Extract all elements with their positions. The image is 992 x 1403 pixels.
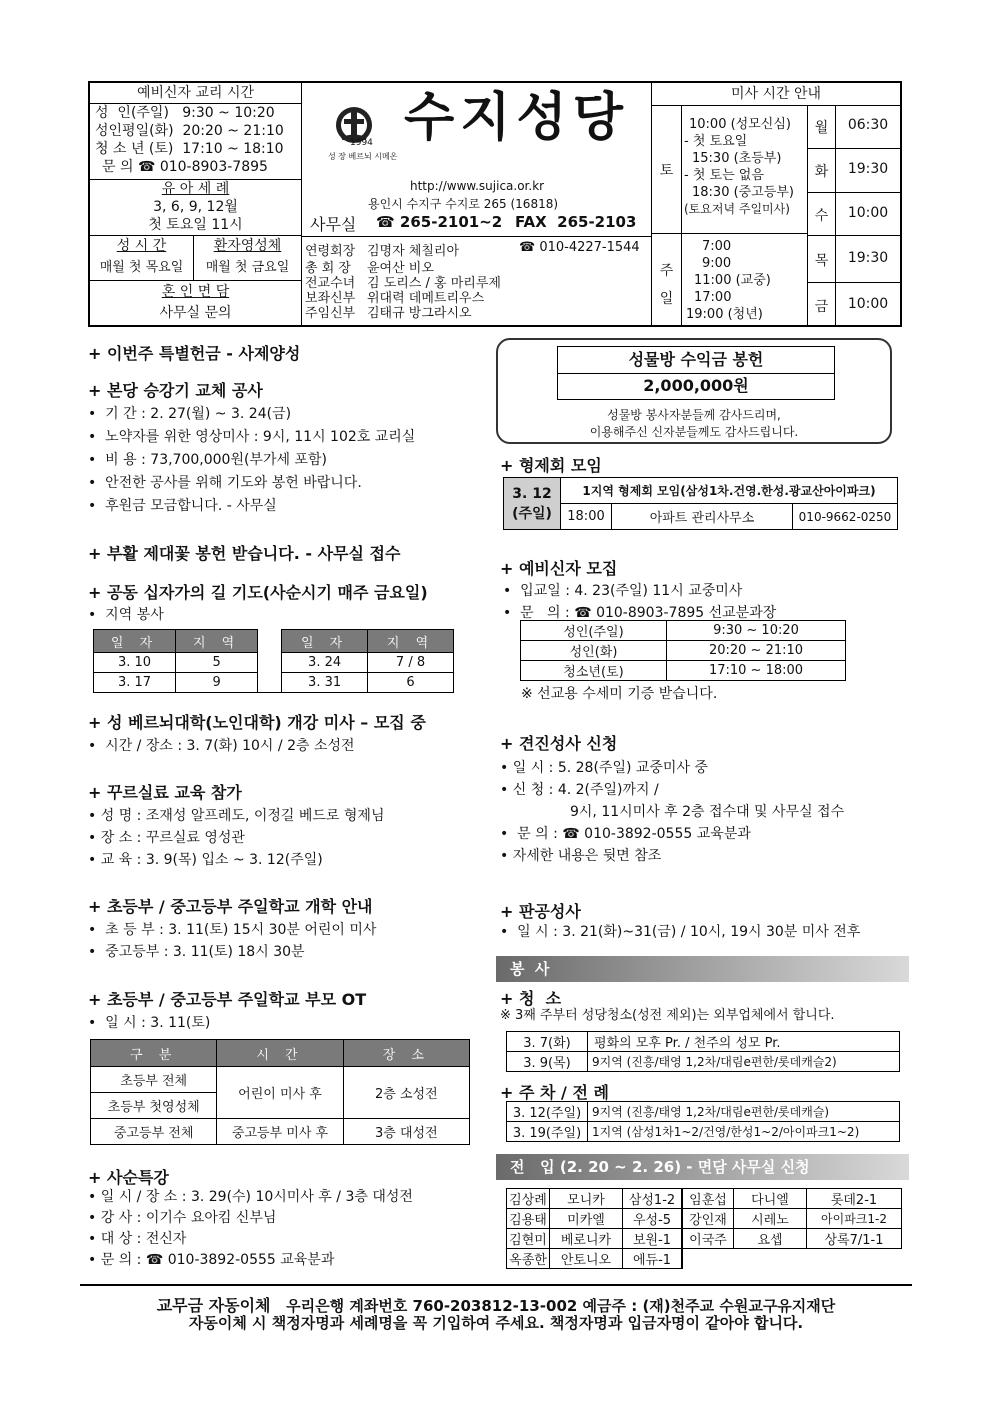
table-cell: 5: [176, 653, 258, 673]
mass-col-line: [681, 106, 682, 325]
weekday-time: 19:30: [847, 161, 889, 177]
table-cell: 요셉: [734, 1229, 807, 1249]
table-cell-empty: [807, 1249, 902, 1269]
lent-lecture-title: + 사순특강: [88, 1168, 169, 1187]
list-item: • 문 의 : ☎ 010-3892-0555 교육분과: [500, 826, 751, 842]
saturday-label: 토: [659, 163, 674, 179]
address: 용인시 수지구 수지로 265 (16818): [368, 197, 559, 211]
header-divider: [302, 236, 651, 237]
table-cell: 어린이 미사 후: [217, 1067, 343, 1119]
table-cell: 성인(주일): [521, 621, 667, 641]
cleaning-title: + 청 소: [500, 989, 562, 1008]
table-row: [504, 504, 898, 530]
table-cell: 초등부 전체: [91, 1067, 217, 1093]
mass-time: 7:00: [702, 239, 732, 254]
mass-time: 17:00: [694, 290, 732, 305]
staff-name: 김 도리스 / 홍 마리루제: [367, 276, 501, 291]
column-header: 지 역: [176, 630, 258, 653]
parish-title: 수지성당: [404, 88, 629, 148]
website-link[interactable]: http://www.sujica.or.kr: [410, 179, 545, 193]
list-item: • 입교일 : 4. 23(주일) 11시 교중미사: [503, 583, 743, 599]
staff-row: [305, 257, 651, 276]
donation-thanks-1: 성물방 봉사자분들께 감사드리며,: [607, 408, 781, 422]
staff-name: 김명자 체칠리아: [367, 244, 460, 259]
holy-hour-box: [90, 236, 194, 281]
table-row: [91, 1119, 470, 1145]
list-item: • 초 등 부 : 3. 11(토) 15시 30분 어린이 미사: [88, 922, 377, 938]
logo-year: 1994: [350, 138, 373, 148]
list-item-text: 신 청 : 4. 2(주일)까지 /: [512, 782, 659, 798]
list-item-text: 강 사 : 이기수 요아킴 신부님: [100, 1210, 277, 1226]
table-cell: 삼성1-2: [623, 1189, 683, 1209]
column-header: 장 소: [343, 1040, 469, 1067]
weekday-day: 금: [814, 299, 829, 315]
table-cell: 9지역 (진흥/태영 1,2차/대림e편한/롯데캐슬2): [588, 1052, 900, 1072]
list-item-text: 일 시 : 3. 21(화)~31(금) / 10시, 19시 30분 미사 전후: [517, 924, 861, 940]
mass-row-line: [652, 233, 808, 234]
special-offering-title: + 이번주 특별헌금 - 사제양성: [88, 344, 301, 363]
table-cell: 3. 12(주일): [507, 1102, 588, 1122]
table-cell: 20:20 ~ 21:10: [667, 641, 846, 661]
table-row: [94, 673, 454, 693]
list-item-text: 성 명 : 조재성 알프레도, 이정길 베드로 형제님: [100, 808, 385, 824]
table-cell: 9: [176, 673, 258, 693]
table-cell: 7 / 8: [368, 653, 454, 673]
list-item-text: 일 시 / 장 소 : 3. 29(수) 10시미사 후 / 3층 대성전: [100, 1189, 413, 1205]
office-label: 사무실: [310, 215, 357, 234]
senior-college-title: + 성 베르뇌대학(노인대학) 개강 미사 – 모집 중: [88, 713, 426, 732]
catechism-title: 예비신자 교리 시간: [90, 83, 301, 104]
stations-table: [93, 629, 454, 693]
meeting-date-text: 3. 12 (주일): [512, 485, 552, 522]
staff-list: [305, 240, 651, 321]
meeting-group: 1지역 형제회 모임(삼성1차.건영.한성.광교산아이파크): [561, 478, 898, 504]
column-header: 지 역: [368, 630, 454, 653]
list-item: • 기 간 : 2. 27(월) ~ 3. 24(금): [88, 406, 292, 422]
table-cell: 우성-5: [623, 1209, 683, 1229]
catechism-contact: 문 의 ☎ 010-8903-7895: [102, 159, 268, 175]
brothers-meeting-table: [503, 477, 898, 530]
list-item-text: 후원금 모금합니다. - 사무실: [105, 498, 277, 514]
elevator-list: [88, 403, 488, 518]
list-item-text: 대 상 : 전신자: [100, 1231, 187, 1247]
list-item: • 강 사 : 이기수 요아킴 신부님: [88, 1210, 277, 1226]
list-item: • 성 명 : 조재성 알프레도, 이정길 베드로 형제님: [88, 808, 385, 824]
table-cell: 3층 대성전: [343, 1119, 469, 1145]
infant-baptism-time: 첫 토요일 11시: [148, 217, 243, 233]
logo: [332, 95, 406, 159]
staff-row: [305, 302, 651, 321]
parent-ot-title: + 초등부 / 중고등부 주일학교 부모 OT: [88, 990, 367, 1009]
table-row: [507, 1052, 900, 1072]
meeting-place: 아파트 관리사무소: [612, 504, 793, 530]
list-item-text: 일 시 : 3. 11(토): [105, 1015, 211, 1031]
staff-row: [305, 272, 651, 291]
donation-title: 성물방 수익금 봉헌: [557, 346, 835, 374]
list-item: • 안전한 공사를 위해 기도와 봉헌 바랍니다.: [88, 475, 362, 491]
list-item-text: 입교일 : 4. 23(주일) 11시 교중미사: [520, 583, 743, 599]
weekday-time: 10:00: [847, 296, 889, 312]
list-item-text: 9시, 11시미사 후 2층 접수대 및 사무실 접수: [570, 804, 845, 820]
column-header: 구 분: [91, 1040, 217, 1067]
catechism-row: 성인평일(화) 20:20 ~ 21:10: [95, 123, 284, 139]
donation-thanks-2: 이용해주신 신자분들께도 감사드립니다.: [589, 425, 799, 439]
table-cell: 상록7/1-1: [807, 1229, 902, 1249]
table-gap: [258, 630, 282, 653]
staff-role: 전교수녀: [305, 276, 356, 291]
weekday-time: 10:00: [847, 205, 889, 221]
table-row: [507, 1189, 902, 1209]
catechumen-table: [520, 620, 846, 681]
table-cell: 보원-1: [623, 1229, 683, 1249]
holy-hour-value: 매월 첫 목요일: [99, 260, 184, 275]
stations-sub: • 지역 봉사: [88, 607, 164, 623]
holy-hour-title: 성 시 간: [116, 238, 167, 254]
service-section-bar: 봉 사: [496, 956, 909, 982]
senior-college-list: • 시간 / 장소 : 3. 7(화) 10시 / 2층 소성전: [88, 738, 355, 754]
table-cell: 다니엘: [734, 1189, 807, 1209]
list-item-text: 문 의 : ☎ 010-8903-7895 선교분과장: [520, 605, 777, 621]
table-cell: 3. 31: [282, 673, 368, 693]
cursillo-list: [88, 805, 384, 871]
lent-lecture-list: [88, 1187, 413, 1271]
list-item: • 후원금 모금합니다. - 사무실: [88, 498, 277, 514]
table-cell: 시레노: [734, 1209, 807, 1229]
weekday-row: [808, 149, 900, 193]
infant-baptism-box: [90, 180, 302, 236]
list-item: • 교 육 : 3. 9(목) 입소 ~ 3. 12(주일): [88, 852, 323, 868]
mass-time: 10:00 (성모신심): [689, 117, 791, 132]
mass-time: 9:00: [702, 256, 732, 271]
list-item-text: 기 간 : 2. 27(월) ~ 3. 24(금): [105, 406, 292, 422]
footer-rule: [80, 1284, 912, 1286]
catechumen-title: + 예비신자 모집: [500, 559, 618, 578]
table-cell: 6: [368, 673, 454, 693]
list-item: • 대 상 : 전신자: [88, 1231, 187, 1247]
table-row: [91, 1067, 470, 1093]
sick-communion-title: 환자영성체: [213, 238, 282, 254]
table-row: [507, 1249, 902, 1269]
sunday-label: [652, 257, 681, 313]
table-row: [507, 1209, 902, 1229]
table-row: [507, 1102, 900, 1122]
table-row: [507, 1122, 900, 1142]
table-cell: 이국주: [682, 1229, 734, 1249]
staff-row: [305, 287, 651, 306]
table-cell: 안토니오: [550, 1249, 623, 1269]
list-item: • 자세한 내용은 뒷면 참조: [500, 848, 662, 864]
list-item-text: 문 의 : ☎ 010-3892-0555 교육분과: [517, 826, 751, 842]
staff-phone: ☎ 010-4227-1544: [519, 240, 640, 255]
table-row: [521, 661, 846, 681]
cleaning-note: ※ 3째 주부터 성당청소(성전 제외)는 외부업체에서 합니다.: [500, 1008, 835, 1023]
move-in-table: [506, 1188, 902, 1269]
marriage-title: 혼 인 면 담: [161, 284, 230, 300]
catechumen-list: [503, 580, 776, 624]
weekday-day: 월: [814, 120, 829, 136]
table-cell: 중고등부 미사 후: [217, 1119, 343, 1145]
mass-time: 11:00 (교중): [694, 273, 771, 288]
staff-role: 주임신부: [305, 306, 356, 321]
logo-caption: 성 장 베르뇌 시메온: [328, 152, 398, 161]
footer-account: 우리은행 계좌번호 760-203812-13-002 예금주 : (재)천주교 수원교구유지재단: [286, 1297, 836, 1315]
sunday-label-text: 주 일: [659, 263, 674, 307]
table-cell: 평화의 모후 Pr. / 천주의 성모 Pr.: [588, 1032, 900, 1052]
list-item-text: 지역 봉사: [105, 607, 164, 623]
mass-time: 18:30 (중고등부): [692, 185, 794, 200]
staff-name: 김태규 방그라시오: [367, 306, 472, 321]
cleaning-table: [506, 1031, 900, 1072]
list-item: • 중고등부 : 3. 11(토) 18시 30분: [88, 944, 305, 960]
table-cell: 성인(화): [521, 641, 667, 661]
marriage-value: 사무실 문의: [159, 305, 232, 321]
cursillo-title: + 꾸르실료 교육 참가: [88, 783, 242, 802]
table-cell: 3. 24: [282, 653, 368, 673]
table-cell: 9지역 (진흥/태영 1,2차/대림e편한/롯데캐슬): [588, 1102, 900, 1122]
mass-time: - 첫 토요일: [684, 134, 748, 149]
table-gap: [258, 673, 282, 693]
catechumen-note: ※ 선교용 수세미 기증 받습니다.: [521, 686, 718, 702]
table-cell: 아이파크1-2: [807, 1209, 902, 1229]
elevator-title: + 본당 승강기 교체 공사: [88, 381, 263, 400]
catechism-row: 성 인(주일) 9:30 ~ 10:20: [95, 105, 275, 121]
table-cell: 베로니카: [550, 1229, 623, 1249]
table-cell: 미카엘: [550, 1209, 623, 1229]
list-item: [500, 801, 844, 823]
staff-role: 연령회장: [305, 244, 356, 259]
sunday-school-list: [88, 919, 376, 963]
list-item: • 비 용 : 73,700,000원(부가세 포함): [88, 452, 327, 468]
table-cell: 임훈섭: [682, 1189, 734, 1209]
confirmation-list: [500, 757, 844, 867]
move-in-section-bar: 전 입 (2. 20 ~ 2. 26) - 면담 사무실 신청: [496, 1154, 909, 1180]
list-item: • 장 소 : 꾸르실료 영성관: [88, 830, 245, 846]
staff-row: [305, 240, 651, 257]
table-header-row: [94, 630, 454, 653]
catechism-row: 청 소 년 (토) 17:10 ~ 18:10: [95, 141, 284, 157]
saturday-mass-times: [684, 116, 806, 218]
weekday-mass-table: [808, 106, 900, 327]
table-cell: 김현미: [507, 1229, 550, 1249]
staff-name: 윤여산 비오: [367, 261, 434, 276]
table-cell: 3. 7(화): [507, 1032, 588, 1052]
weekday-day: 목: [814, 253, 829, 269]
donation-amount: 2,000,000원: [557, 373, 835, 400]
confirmation-title: + 견진성사 신청: [500, 734, 618, 753]
list-item-text: 노약자를 위한 영상미사 : 9시, 11시 102호 교리실: [105, 429, 416, 445]
table-cell: 17:10 ~ 18:00: [667, 661, 846, 681]
sunday-school-title: + 초등부 / 중고등부 주일학교 개학 안내: [88, 897, 373, 916]
staff-role: 보좌신부: [305, 291, 356, 306]
list-item-text: 시간 / 장소 : 3. 7(화) 10시 / 2층 소성전: [105, 738, 355, 754]
table-row: [94, 653, 454, 673]
list-item: • 일 시 / 장 소 : 3. 29(수) 10시미사 후 / 3층 대성전: [88, 1189, 413, 1205]
parent-ot-list: • 일 시 : 3. 11(토): [88, 1015, 211, 1031]
sick-communion-box: [194, 236, 302, 281]
list-item-text: 중고등부 : 3. 11(토) 18시 30분: [105, 944, 305, 960]
list-item: • 문 의 : ☎ 010-8903-7895 선교분과장: [503, 605, 777, 621]
weekday-row: [808, 236, 900, 283]
table-cell: 에듀-1: [623, 1249, 683, 1269]
table-cell: 강인재: [682, 1209, 734, 1229]
mass-time: 19:00 (청년): [686, 307, 763, 322]
sunday-mass-times: [686, 238, 808, 323]
mass-time: (토요저녁 주일미사): [684, 202, 790, 216]
catechism-box: [90, 83, 302, 180]
office-fax: FAX 265-2103: [515, 213, 637, 231]
table-row: [521, 621, 846, 641]
column-header: 일 자: [94, 630, 176, 653]
column-header: 일 자: [282, 630, 368, 653]
list-item-text: 교 육 : 3. 9(목) 입소 ~ 3. 12(주일): [100, 852, 323, 868]
list-item-text: 자세한 내용은 뒷면 참조: [512, 848, 662, 864]
weekday-time: 19:30: [847, 250, 889, 266]
table-cell-empty: [734, 1249, 807, 1269]
table-cell-empty: [682, 1249, 734, 1269]
sick-communion-value: 매월 첫 금요일: [205, 260, 290, 275]
list-item: • 일 시 : 5. 28(주일) 교중미사 중: [500, 760, 708, 776]
table-cell: 9:30 ~ 10:20: [667, 621, 846, 641]
table-cell: 롯데2-1: [807, 1189, 902, 1209]
list-item: • 문 의 : ☎ 010-3892-0555 교육분과: [88, 1252, 335, 1268]
list-item-text: 비 용 : 73,700,000원(부가세 포함): [105, 452, 327, 468]
list-item-text: 문 의 : ☎ 010-3892-0555 교육분과: [100, 1252, 335, 1268]
weekday-row: [808, 106, 900, 149]
penance-list: • 일 시 : 3. 21(화)~31(금) / 10시, 19시 30분 미사 전후: [500, 924, 861, 940]
list-item-text: 장 소 : 꾸르실료 영성관: [100, 830, 245, 846]
meeting-time: 18:00: [561, 504, 612, 530]
table-cell: 3. 17: [94, 673, 176, 693]
table-row: [507, 1229, 902, 1249]
table-cell: 1지역 (삼성1차1~2/건영/한성1~2/아이파크1~2): [588, 1122, 900, 1142]
weekday-day: 화: [814, 164, 829, 180]
table-cell: 중고등부 전체: [91, 1119, 217, 1145]
table-cell: 2층 소성전: [343, 1067, 469, 1119]
table-cell: 김상례: [507, 1189, 550, 1209]
weekday-time: 06:30: [847, 117, 889, 133]
footer-label: 교무금 자동이체: [156, 1296, 271, 1315]
meeting-phone: 010-9662-0250: [793, 504, 898, 530]
list-item-text: 초 등 부 : 3. 11(토) 15시 30분 어린이 미사: [105, 922, 377, 938]
table-cell: 3. 19(주일): [507, 1122, 588, 1142]
table-row: [507, 1032, 900, 1052]
table-gap: [258, 653, 282, 673]
stations-title: + 공동 십자가의 길 기도(사순시기 매주 금요일): [88, 583, 428, 602]
mass-time: - 첫 토는 없음: [684, 168, 764, 183]
table-row: [504, 478, 898, 504]
list-item-text: 일 시 : 5. 28(주일) 교중미사 중: [512, 760, 708, 776]
office-phone: ☎ 265-2101~2: [376, 213, 503, 231]
list-item: • 신 청 : 4. 2(주일)까지 /: [500, 782, 659, 798]
table-cell: 3. 9(목): [507, 1052, 588, 1072]
infant-baptism-title: 유 아 세 례: [161, 181, 230, 197]
marriage-box: [90, 281, 302, 325]
table-cell: 김용태: [507, 1209, 550, 1229]
mass-title: 미사 시간 안내: [652, 83, 900, 106]
parking-title: + 주 차 / 전 례: [500, 1083, 609, 1102]
mass-time: 15:30 (초등부): [692, 151, 782, 166]
table-row: [521, 641, 846, 661]
weekday-row: [808, 193, 900, 236]
parent-ot-table: [90, 1039, 470, 1145]
staff-role: 총 회 장: [305, 261, 351, 276]
column-header: 시 간: [217, 1040, 343, 1067]
weekday-row: [808, 283, 900, 327]
parking-table: [506, 1101, 900, 1142]
table-cell: 초등부 첫영성체: [91, 1093, 217, 1119]
meeting-date: [504, 478, 561, 530]
list-item: • 노약자를 위한 영상미사 : 9시, 11시 102호 교리실: [88, 429, 416, 445]
table-cell: 청소년(토): [521, 661, 667, 681]
brothers-meeting-title: + 형제회 모임: [500, 456, 602, 475]
list-item-text: 안전한 공사를 위해 기도와 봉헌 바랍니다.: [105, 475, 362, 491]
footer-line-2: 자동이체 시 책정자명과 세례명을 꼭 기입하여 주세요. 책정자명과 입금자명이 같아야 합니다.: [188, 1314, 804, 1332]
table-header-row: [91, 1040, 470, 1067]
table-cell: 3. 10: [94, 653, 176, 673]
infant-baptism-months: 3, 6, 9, 12월: [153, 199, 238, 215]
table-cell: 옥종한: [507, 1249, 550, 1269]
easter-flowers-title: + 부활 제대꽃 봉헌 받습니다. - 사무실 접수: [88, 544, 401, 563]
table-cell: 모니카: [550, 1189, 623, 1209]
penance-title: + 판공성사: [500, 902, 581, 921]
weekday-day: 수: [814, 208, 829, 224]
staff-name: 위대력 데메트리우스: [367, 291, 485, 306]
